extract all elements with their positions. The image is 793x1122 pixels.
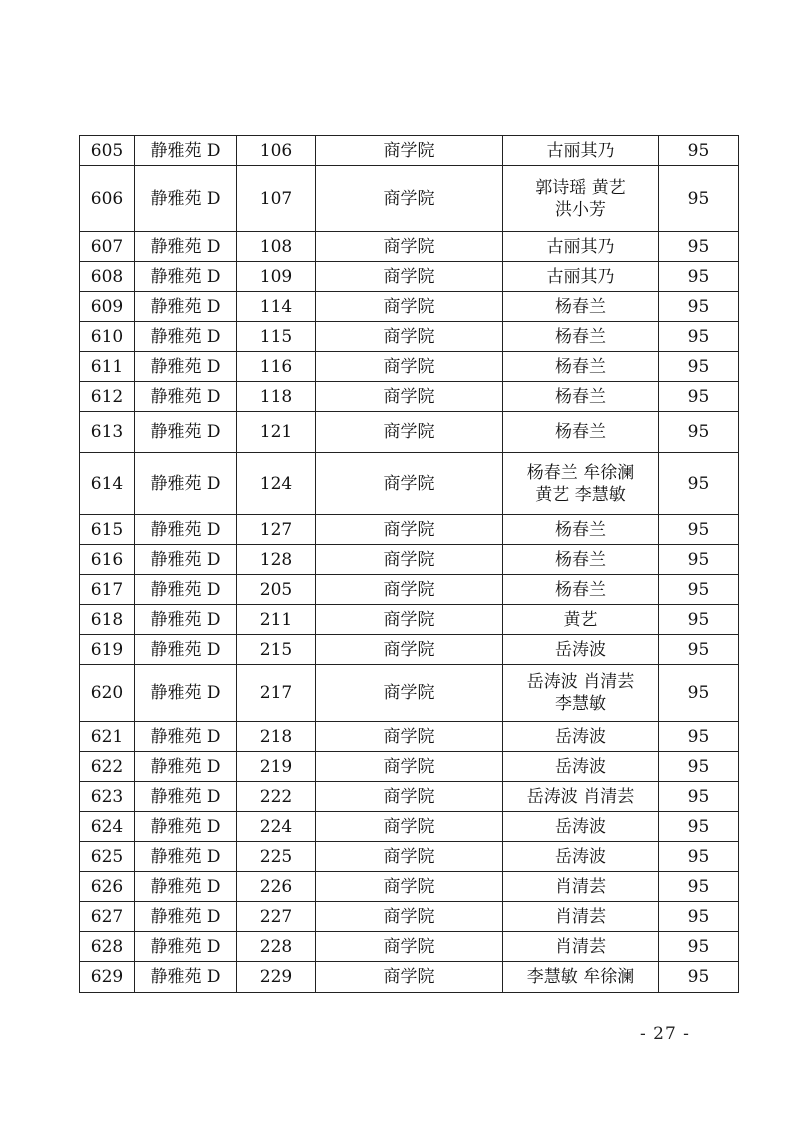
score-cell: 95 (659, 782, 739, 812)
building-cell: 静雅苑 D (135, 812, 237, 842)
building-cell: 静雅苑 D (135, 232, 237, 262)
table-row (80, 842, 739, 872)
responsible-names-cell: 岳涛波 肖清芸 李慧敏 (503, 665, 659, 722)
responsible-names-cell: 岳涛波 (503, 812, 659, 842)
college-cell: 商学院 (316, 752, 503, 782)
room-number-cell: 128 (237, 545, 316, 575)
building-cell: 静雅苑 D (135, 453, 237, 515)
college-cell: 商学院 (316, 932, 503, 962)
table-row (80, 322, 739, 352)
table-row (80, 902, 739, 932)
table-row (80, 382, 739, 412)
score-cell: 95 (659, 515, 739, 545)
building-cell: 静雅苑 D (135, 136, 237, 166)
row-number-cell: 622 (80, 752, 135, 782)
room-number-cell: 205 (237, 575, 316, 605)
table-row (80, 352, 739, 382)
row-number-cell: 629 (80, 962, 135, 993)
building-cell: 静雅苑 D (135, 292, 237, 322)
room-number-cell: 116 (237, 352, 316, 382)
responsible-names-cell: 杨春兰 (503, 382, 659, 412)
responsible-names-cell: 肖清芸 (503, 932, 659, 962)
building-cell: 静雅苑 D (135, 665, 237, 722)
room-number-cell: 114 (237, 292, 316, 322)
dormitory-score-table-container (79, 135, 716, 993)
score-cell: 95 (659, 812, 739, 842)
table-row (80, 166, 739, 232)
responsible-names-cell: 黄艺 (503, 605, 659, 635)
row-number-cell: 624 (80, 812, 135, 842)
college-cell: 商学院 (316, 545, 503, 575)
row-number-cell: 619 (80, 635, 135, 665)
college-cell: 商学院 (316, 575, 503, 605)
room-number-cell: 107 (237, 166, 316, 232)
table-row (80, 605, 739, 635)
room-number-cell: 118 (237, 382, 316, 412)
score-cell: 95 (659, 635, 739, 665)
row-number-cell: 606 (80, 166, 135, 232)
score-cell: 95 (659, 932, 739, 962)
building-cell: 静雅苑 D (135, 515, 237, 545)
college-cell: 商学院 (316, 665, 503, 722)
row-number-cell: 620 (80, 665, 135, 722)
table-body (80, 136, 739, 993)
score-cell: 95 (659, 575, 739, 605)
building-cell: 静雅苑 D (135, 782, 237, 812)
score-cell: 95 (659, 232, 739, 262)
room-number-cell: 215 (237, 635, 316, 665)
college-cell: 商学院 (316, 352, 503, 382)
college-cell: 商学院 (316, 635, 503, 665)
table-row (80, 292, 739, 322)
score-cell: 95 (659, 292, 739, 322)
college-cell: 商学院 (316, 412, 503, 453)
room-number-cell: 222 (237, 782, 316, 812)
table-row (80, 545, 739, 575)
building-cell: 静雅苑 D (135, 842, 237, 872)
room-number-cell: 217 (237, 665, 316, 722)
responsible-names-cell: 郭诗瑶 黄艺 洪小芳 (503, 166, 659, 232)
room-number-cell: 108 (237, 232, 316, 262)
row-number-cell: 609 (80, 292, 135, 322)
table-row (80, 665, 739, 722)
table-row (80, 232, 739, 262)
table-row (80, 136, 739, 166)
table-row (80, 782, 739, 812)
row-number-cell: 608 (80, 262, 135, 292)
building-cell: 静雅苑 D (135, 605, 237, 635)
table-row (80, 575, 739, 605)
building-cell: 静雅苑 D (135, 752, 237, 782)
college-cell: 商学院 (316, 722, 503, 752)
score-cell: 95 (659, 842, 739, 872)
score-cell: 95 (659, 902, 739, 932)
college-cell: 商学院 (316, 382, 503, 412)
score-cell: 95 (659, 962, 739, 993)
responsible-names-cell: 岳涛波 肖清芸 (503, 782, 659, 812)
college-cell: 商学院 (316, 812, 503, 842)
room-number-cell: 127 (237, 515, 316, 545)
responsible-names-cell: 杨春兰 牟徐澜 黄艺 李慧敏 (503, 453, 659, 515)
college-cell: 商学院 (316, 962, 503, 993)
responsible-names-cell: 杨春兰 (503, 575, 659, 605)
building-cell: 静雅苑 D (135, 382, 237, 412)
table-row (80, 453, 739, 515)
dormitory-score-table (79, 135, 739, 993)
college-cell: 商学院 (316, 232, 503, 262)
room-number-cell: 229 (237, 962, 316, 993)
table-row (80, 752, 739, 782)
building-cell: 静雅苑 D (135, 635, 237, 665)
table-row (80, 932, 739, 962)
responsible-names-cell: 杨春兰 (503, 545, 659, 575)
building-cell: 静雅苑 D (135, 932, 237, 962)
room-number-cell: 121 (237, 412, 316, 453)
score-cell: 95 (659, 872, 739, 902)
room-number-cell: 228 (237, 932, 316, 962)
score-cell: 95 (659, 453, 739, 515)
row-number-cell: 612 (80, 382, 135, 412)
row-number-cell: 627 (80, 902, 135, 932)
row-number-cell: 625 (80, 842, 135, 872)
building-cell: 静雅苑 D (135, 545, 237, 575)
building-cell: 静雅苑 D (135, 962, 237, 993)
responsible-names-cell: 古丽其乃 (503, 136, 659, 166)
row-number-cell: 618 (80, 605, 135, 635)
building-cell: 静雅苑 D (135, 722, 237, 752)
table-row (80, 412, 739, 453)
room-number-cell: 211 (237, 605, 316, 635)
responsible-names-cell: 岳涛波 (503, 842, 659, 872)
room-number-cell: 219 (237, 752, 316, 782)
building-cell: 静雅苑 D (135, 322, 237, 352)
college-cell: 商学院 (316, 902, 503, 932)
page-number: - 27 - (640, 1024, 690, 1044)
building-cell: 静雅苑 D (135, 262, 237, 292)
row-number-cell: 626 (80, 872, 135, 902)
room-number-cell: 115 (237, 322, 316, 352)
college-cell: 商学院 (316, 605, 503, 635)
responsible-names-cell: 岳涛波 (503, 752, 659, 782)
row-number-cell: 613 (80, 412, 135, 453)
room-number-cell: 226 (237, 872, 316, 902)
responsible-names-cell: 岳涛波 (503, 635, 659, 665)
building-cell: 静雅苑 D (135, 872, 237, 902)
score-cell: 95 (659, 382, 739, 412)
college-cell: 商学院 (316, 262, 503, 292)
row-number-cell: 614 (80, 453, 135, 515)
college-cell: 商学院 (316, 872, 503, 902)
table-row (80, 812, 739, 842)
score-cell: 95 (659, 545, 739, 575)
score-cell: 95 (659, 352, 739, 382)
college-cell: 商学院 (316, 166, 503, 232)
responsible-names-cell: 杨春兰 (503, 515, 659, 545)
room-number-cell: 225 (237, 842, 316, 872)
table-row (80, 262, 739, 292)
row-number-cell: 621 (80, 722, 135, 752)
score-cell: 95 (659, 722, 739, 752)
room-number-cell: 218 (237, 722, 316, 752)
responsible-names-cell: 古丽其乃 (503, 262, 659, 292)
score-cell: 95 (659, 605, 739, 635)
college-cell: 商学院 (316, 322, 503, 352)
building-cell: 静雅苑 D (135, 902, 237, 932)
building-cell: 静雅苑 D (135, 166, 237, 232)
table-row (80, 722, 739, 752)
score-cell: 95 (659, 322, 739, 352)
row-number-cell: 610 (80, 322, 135, 352)
college-cell: 商学院 (316, 515, 503, 545)
row-number-cell: 628 (80, 932, 135, 962)
room-number-cell: 109 (237, 262, 316, 292)
room-number-cell: 227 (237, 902, 316, 932)
room-number-cell: 106 (237, 136, 316, 166)
score-cell: 95 (659, 412, 739, 453)
building-cell: 静雅苑 D (135, 352, 237, 382)
college-cell: 商学院 (316, 782, 503, 812)
college-cell: 商学院 (316, 453, 503, 515)
table-row (80, 962, 739, 993)
row-number-cell: 617 (80, 575, 135, 605)
building-cell: 静雅苑 D (135, 412, 237, 453)
responsible-names-cell: 岳涛波 (503, 722, 659, 752)
row-number-cell: 623 (80, 782, 135, 812)
score-cell: 95 (659, 262, 739, 292)
score-cell: 95 (659, 665, 739, 722)
responsible-names-cell: 杨春兰 (503, 352, 659, 382)
responsible-names-cell: 古丽其乃 (503, 232, 659, 262)
row-number-cell: 615 (80, 515, 135, 545)
row-number-cell: 611 (80, 352, 135, 382)
responsible-names-cell: 杨春兰 (503, 322, 659, 352)
responsible-names-cell: 肖清芸 (503, 902, 659, 932)
college-cell: 商学院 (316, 292, 503, 322)
score-cell: 95 (659, 752, 739, 782)
responsible-names-cell: 杨春兰 (503, 412, 659, 453)
room-number-cell: 124 (237, 453, 316, 515)
college-cell: 商学院 (316, 842, 503, 872)
table-row (80, 515, 739, 545)
room-number-cell: 224 (237, 812, 316, 842)
row-number-cell: 607 (80, 232, 135, 262)
score-cell: 95 (659, 166, 739, 232)
responsible-names-cell: 肖清芸 (503, 872, 659, 902)
row-number-cell: 616 (80, 545, 135, 575)
table-row (80, 635, 739, 665)
table-row (80, 872, 739, 902)
responsible-names-cell: 李慧敏 牟徐澜 (503, 962, 659, 993)
building-cell: 静雅苑 D (135, 575, 237, 605)
college-cell: 商学院 (316, 136, 503, 166)
row-number-cell: 605 (80, 136, 135, 166)
responsible-names-cell: 杨春兰 (503, 292, 659, 322)
score-cell: 95 (659, 136, 739, 166)
